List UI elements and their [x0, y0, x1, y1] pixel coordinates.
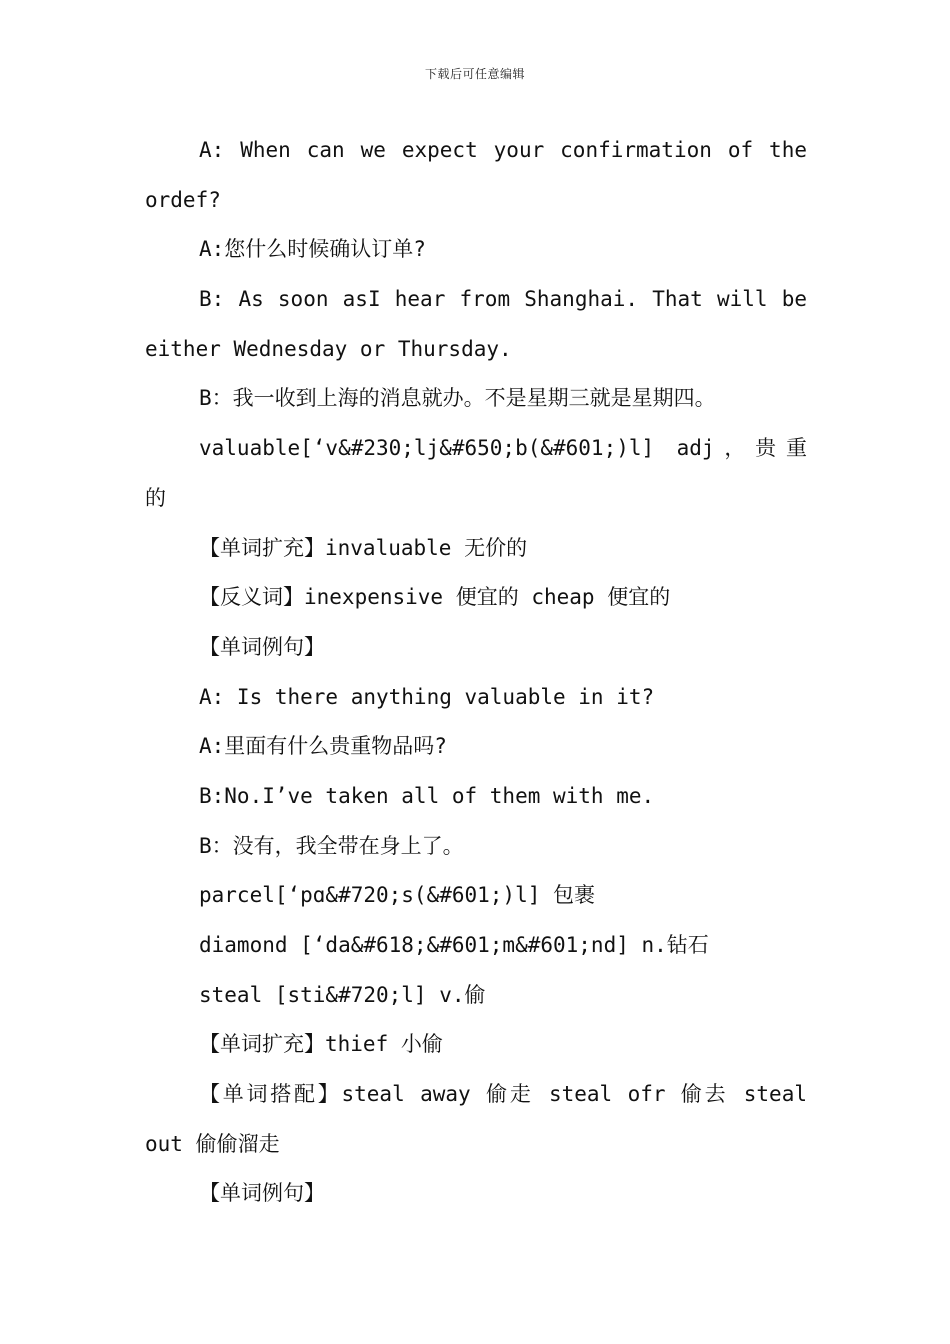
text-line: 【单词例句】: [199, 1181, 325, 1206]
text-line: A: Is there anything valuable in it?: [199, 684, 655, 709]
text-line: A:里面有什么贵重物品吗?: [199, 734, 447, 759]
text-line: 【单词扩充】thief 小偷: [199, 1032, 443, 1057]
text-line: B：没有，我全带在身上了。: [199, 833, 464, 858]
text-line: A:您什么时候确认订单?: [199, 237, 426, 262]
text-line: 【单词搭配】steal away 偷走 steal ofr 偷去 steal: [199, 1082, 807, 1107]
page-header: 下载后可任意编辑: [424, 67, 525, 81]
text-line: ordef?: [145, 187, 221, 212]
document-body: [145, 126, 807, 1219]
text-line: 【反义词】inexpensive 便宜的 cheap 便宜的: [199, 585, 671, 610]
text-line: diamond [‘da&#618;&#601;m&#601;nd] n.钻石: [199, 933, 709, 957]
text-line: B: As soon asI hear from Shanghai. That will be: [199, 287, 807, 312]
text-line: 【单词扩充】invaluable 无价的: [199, 535, 528, 560]
text-line: B:No.I’ve taken all of them with me.: [199, 783, 655, 808]
text-line: 的: [145, 485, 166, 510]
text-line: B：我一收到上海的消息就办。不是星期三就是星期四。: [199, 386, 716, 411]
text-line: 【单词例句】: [199, 634, 325, 659]
text-line: steal [sti&#720;l] v.偷: [199, 982, 486, 1007]
text-line: out 偷偷溜走: [145, 1131, 280, 1156]
text-line: either Wednesday or Thursday.: [145, 336, 512, 361]
text-line: valuable[‘v&#230;lj&#650;b(&#601;)l] adj，贵重: [199, 436, 807, 461]
text-line: parcel[‘pɑ&#720;s(&#601;)l] 包裹: [199, 883, 596, 908]
text-line: A: When can we expect your confirmation of the: [199, 138, 807, 162]
